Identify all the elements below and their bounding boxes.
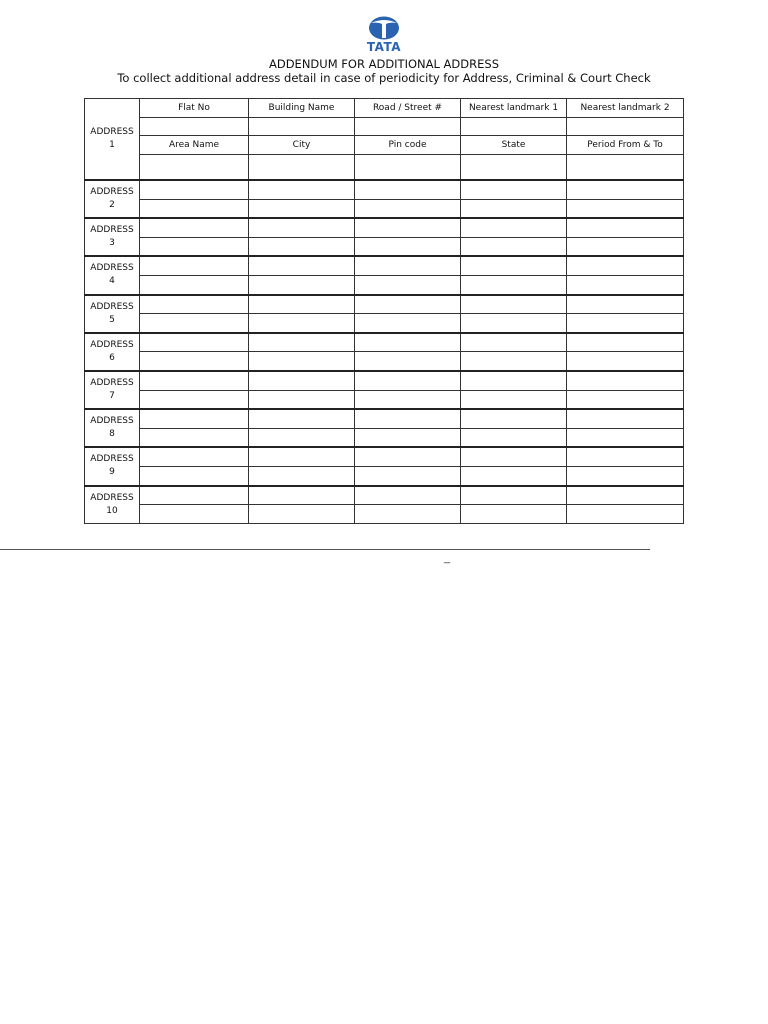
table-cell[interactable] — [567, 447, 684, 466]
address-label-10 — [85, 486, 140, 524]
header-pin-code: Pin code — [355, 136, 461, 155]
address-label-text: ADDRESS — [90, 263, 134, 274]
table-cell[interactable] — [140, 314, 249, 333]
table-cell[interactable] — [567, 237, 684, 256]
header-row-2 — [85, 136, 684, 155]
table-cell[interactable] — [140, 428, 249, 447]
table-cell[interactable] — [567, 466, 684, 485]
tata-logo — [360, 15, 408, 55]
header-area-name: Area Name — [140, 136, 249, 155]
table-row — [85, 428, 684, 447]
address-number: 2 — [109, 200, 115, 211]
table-cell[interactable] — [249, 333, 355, 352]
header-period: Period From & To — [567, 136, 684, 155]
landmark-2-cell[interactable] — [567, 118, 684, 136]
table-cell[interactable] — [249, 390, 355, 409]
table-cell[interactable] — [461, 409, 567, 428]
table-cell[interactable] — [355, 486, 461, 505]
address-number: 1 — [109, 140, 115, 150]
table-cell[interactable] — [461, 371, 567, 390]
table-cell[interactable] — [249, 409, 355, 428]
address-label-text: ADDRESS — [90, 339, 134, 350]
table-row — [85, 390, 684, 409]
table-row — [85, 199, 684, 218]
address-label-1 — [85, 99, 140, 181]
table-cell[interactable] — [249, 295, 355, 314]
horizontal-rule — [0, 549, 650, 550]
table-row — [85, 466, 684, 485]
page-title: ADDENDUM FOR ADDITIONAL ADDRESS — [268, 57, 499, 71]
table-cell[interactable] — [140, 199, 249, 218]
area-name-cell[interactable] — [140, 155, 249, 181]
table-cell[interactable] — [249, 218, 355, 237]
table-row — [85, 295, 684, 314]
header-row-1 — [85, 99, 684, 118]
table-row — [85, 256, 684, 275]
table-cell[interactable] — [567, 333, 684, 352]
table-cell[interactable] — [355, 352, 461, 371]
header-landmark-2: Nearest landmark 2 — [567, 99, 684, 118]
table-row — [85, 275, 684, 294]
landmark-1-cell[interactable] — [461, 118, 567, 136]
table-cell[interactable] — [140, 333, 249, 352]
address-label-9 — [85, 447, 140, 485]
table-cell[interactable] — [461, 390, 567, 409]
table-cell[interactable] — [567, 256, 684, 275]
header-landmark-1: Nearest landmark 1 — [461, 99, 567, 118]
table-cell[interactable] — [249, 505, 355, 524]
table-cell[interactable] — [355, 275, 461, 294]
table-cell[interactable] — [355, 333, 461, 352]
table-row — [85, 218, 684, 237]
table-cell[interactable] — [249, 314, 355, 333]
table-cell[interactable] — [355, 447, 461, 466]
logo-wordmark: TATA — [366, 40, 402, 54]
table-cell[interactable] — [140, 447, 249, 466]
table-cell[interactable] — [567, 180, 684, 199]
table-cell[interactable] — [567, 486, 684, 505]
table-cell[interactable] — [567, 390, 684, 409]
table-cell[interactable] — [249, 466, 355, 485]
table-cell[interactable] — [567, 275, 684, 294]
table-cell[interactable] — [461, 180, 567, 199]
address-label-text: ADDRESS — [90, 378, 134, 389]
table-cell[interactable] — [461, 505, 567, 524]
table-row — [85, 505, 684, 524]
table-cell[interactable] — [355, 314, 461, 333]
table-cell[interactable] — [140, 371, 249, 390]
table-row — [85, 180, 684, 199]
table-cell[interactable] — [249, 199, 355, 218]
table-cell[interactable] — [461, 314, 567, 333]
table-cell[interactable] — [461, 256, 567, 275]
table-cell[interactable] — [355, 371, 461, 390]
header-state: State — [461, 136, 567, 155]
table-cell[interactable] — [140, 352, 249, 371]
table-cell[interactable] — [140, 390, 249, 409]
pin-code-cell[interactable] — [355, 155, 461, 181]
flat-no-cell[interactable] — [140, 118, 249, 136]
table-cell[interactable] — [355, 218, 461, 237]
page-subtitle: To collect additional address detail in case of periodicity for Address, Criminal & Court Check — [117, 71, 651, 85]
address-label-6 — [85, 333, 140, 371]
table-cell[interactable] — [249, 371, 355, 390]
address-number: 9 — [109, 467, 115, 478]
table-cell[interactable] — [140, 180, 249, 199]
address-number: 3 — [109, 238, 115, 249]
header-building-name: Building Name — [249, 99, 355, 118]
address-label-2 — [85, 180, 140, 218]
table-cell[interactable] — [567, 295, 684, 314]
address-label-text: ADDRESS — [90, 492, 134, 503]
table-cell[interactable] — [249, 447, 355, 466]
address-label-8 — [85, 409, 140, 447]
address-label-4 — [85, 256, 140, 294]
table-cell[interactable] — [355, 199, 461, 218]
address-number: 7 — [109, 391, 115, 402]
address-label-text: ADDRESS — [90, 127, 134, 137]
input-row — [85, 155, 684, 181]
table-cell[interactable] — [355, 409, 461, 428]
table-cell[interactable] — [140, 295, 249, 314]
header-flat-no: Flat No — [140, 99, 249, 118]
table-row — [85, 486, 684, 505]
table-cell[interactable] — [461, 352, 567, 371]
address-label-text: ADDRESS — [90, 187, 134, 198]
table-cell[interactable] — [567, 314, 684, 333]
period-cell[interactable] — [567, 155, 684, 181]
table-cell[interactable] — [567, 371, 684, 390]
table-cell[interactable] — [355, 390, 461, 409]
table-cell[interactable] — [140, 237, 249, 256]
header-road-street: Road / Street # — [355, 99, 461, 118]
table-cell[interactable] — [140, 256, 249, 275]
table-cell[interactable] — [567, 199, 684, 218]
table-cell[interactable] — [249, 352, 355, 371]
dash-mark: _ — [444, 552, 451, 564]
table-cell[interactable] — [355, 237, 461, 256]
table-cell[interactable] — [567, 218, 684, 237]
state-cell[interactable] — [461, 155, 567, 181]
table-cell[interactable] — [567, 409, 684, 428]
table-row — [85, 352, 684, 371]
tata-logo-icon — [360, 15, 408, 41]
table-cell[interactable] — [249, 180, 355, 199]
table-cell[interactable] — [461, 275, 567, 294]
building-name-cell[interactable] — [249, 118, 355, 136]
address-number: 8 — [109, 429, 115, 440]
table-cell[interactable] — [461, 218, 567, 237]
address-label-3 — [85, 218, 140, 256]
table-cell[interactable] — [140, 505, 249, 524]
table-cell[interactable] — [461, 466, 567, 485]
address-number: 4 — [109, 276, 115, 287]
table-cell[interactable] — [461, 295, 567, 314]
table-row — [85, 409, 684, 428]
table-cell[interactable] — [567, 352, 684, 371]
table-cell[interactable] — [461, 486, 567, 505]
address-label-7 — [85, 371, 140, 409]
table-cell[interactable] — [567, 428, 684, 447]
table-row — [85, 447, 684, 466]
table-cell[interactable] — [355, 505, 461, 524]
address-number: 6 — [109, 352, 115, 363]
table-row — [85, 314, 684, 333]
table-row — [85, 333, 684, 352]
table-cell[interactable] — [249, 486, 355, 505]
table-cell[interactable] — [140, 486, 249, 505]
address-label-text: ADDRESS — [90, 301, 134, 312]
address-label-5 — [85, 295, 140, 333]
table-cell[interactable] — [355, 428, 461, 447]
address-number: 10 — [106, 505, 118, 516]
table-cell[interactable] — [355, 180, 461, 199]
table-cell[interactable] — [461, 447, 567, 466]
table-cell[interactable] — [140, 466, 249, 485]
table-cell[interactable] — [249, 237, 355, 256]
table-cell[interactable] — [140, 275, 249, 294]
address-label-text: ADDRESS — [90, 454, 134, 465]
table-cell[interactable] — [461, 333, 567, 352]
table-row — [85, 237, 684, 256]
header-city: City — [249, 136, 355, 155]
table-cell[interactable] — [140, 409, 249, 428]
table-cell[interactable] — [567, 505, 684, 524]
address-table — [84, 98, 684, 524]
table-cell[interactable] — [140, 218, 249, 237]
table-cell[interactable] — [461, 237, 567, 256]
address-number: 5 — [109, 314, 115, 325]
address-label-text: ADDRESS — [90, 416, 134, 427]
table-cell[interactable] — [355, 466, 461, 485]
table-cell[interactable] — [249, 428, 355, 447]
table-cell[interactable] — [249, 275, 355, 294]
table-cell[interactable] — [355, 295, 461, 314]
road-street-cell[interactable] — [355, 118, 461, 136]
table-cell[interactable] — [355, 256, 461, 275]
input-row — [85, 118, 684, 136]
table-cell[interactable] — [461, 428, 567, 447]
address-label-text: ADDRESS — [90, 225, 134, 236]
table-row — [85, 371, 684, 390]
city-cell[interactable] — [249, 155, 355, 181]
table-cell[interactable] — [461, 199, 567, 218]
table-cell[interactable] — [249, 256, 355, 275]
